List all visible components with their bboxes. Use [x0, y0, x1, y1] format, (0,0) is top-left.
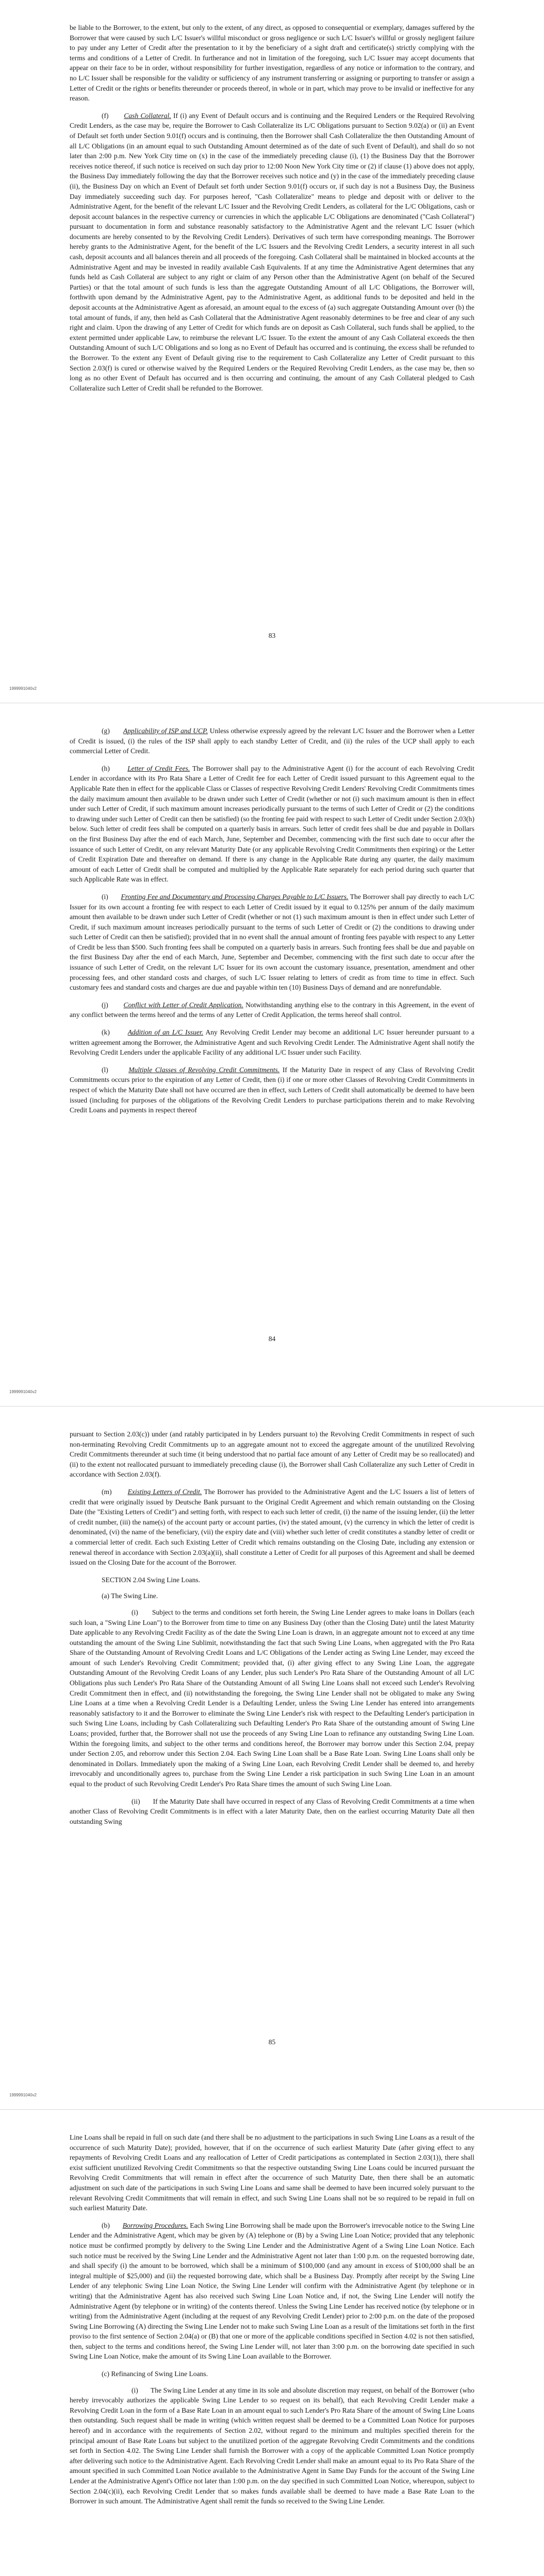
document-id: 1999991040v2 [9, 686, 37, 691]
paragraph-text: Subject to the terms and conditions set forth herein, the Swing Line Lender agrees to make loans in Dollars (each such loan, a "Swing Line Loan") to the Borrower from time to time on any Business Day (other than the Closing Date) until the latest Maturity Date applicable to any Revolving Credit Facility as of the date the Swing Line Loan is drawn, in an aggregate amount not to exceed at any time outstanding the amount of the Swing Line Sublimit, notwithstanding the fact that such Swing Line Loans, when aggregated with the Pro Rata Share of the Outstanding Amount of Revolving Credit Loans and L/C Obligations of the Lender acting as Swing Line Lender, may exceed the amount of such Lender's Revolving Credit Commitment; provided that, (i) after giving effect to any Swing Line Loan, the aggregate Outstanding Amount of the Revolving Credit Loans of any Lender, plus such Lender's Pro Rata Share of the Outstanding Amount of all L/C Obligations plus such Lender's Pro Rata Share of the Outstanding Amount of all Swing Line Loans shall not exceed such Lender's Revolving Credit Commitment then in effect, and (ii) notwithstanding the foregoing, the Swing Line Lender shall not be obligated to make any Swing Line Loans at a time when a Revolving Credit Lender is a Defaulting Lender, unless the Swing Line Lender has entered into arrangements reasonably satisfactory to it and the Borrower to eliminate the Swing Line Lender's risk with respect to the Defaulting Lender's participation in such Swing Line Loans, including by Cash Collateralizing such Defaulting Lender's Pro Rata Share of the outstanding amount of Swing Line Loans; provided, further that, the Borrower shall not use the proceeds of any Swing Line Loan to refinance any outstanding Swing Line Loan. Within the foregoing limits, and subject to the other terms and conditions hereof, the Borrower may borrow under this Section 2.04, prepay under Section 2.05, and reborrow under this Section 2.04. Each Swing Line Loan shall be a Base Rate Loan. Swing Line Loans shall only be denominated in Dollars. Immediately upon the making of a Swing Line Loan, each Revolving Credit Lender shall be deemed to, and hereby irrevocably and unconditionally agrees to, purchase from the Swing Line Lender a risk participation in such Swing Line Loan in an amount equal to the product of such Revolving Credit Lender's Pro Rata Share times the amount of such Swing Line Loan. [70, 1608, 475, 1788]
paragraph [70, 1487, 474, 1568]
document-page-84 [0, 703, 544, 1406]
clause-title: Letter of Credit Fees. [127, 764, 190, 772]
clause-title: Borrowing Procedures. [122, 2221, 188, 2229]
paragraph [70, 892, 474, 993]
paragraph-text: Any Revolving Credit Lender may become an additional L/C Issuer hereunder pursuant to a written agreement among the Borrower, the Administrative Agent and such Revolving Credit Lender. The Administrative Agent shall notify the Revolving Credit Lenders under the applicable Facility of any additional L/C Issuer under such Facility. [70, 1028, 474, 1057]
subsection-heading: (a) The Swing Line. [102, 1592, 158, 1600]
paragraph [70, 111, 474, 394]
document-id: 1999991040v2 [9, 1389, 37, 1394]
paragraph-text: The Swing Line Lender at any time in its sole and absolute discretion may request, on behalf of the Borrower (who hereby irrevocably authorizes the applicable Swing Line Lender to so request on its behalf), that each Revolving Credit Lender make a Revolving Credit Loan in the form of a Base Rate Loan in an amount equal to such Lender's Pro Rata Share of the amount of Swing Line Loans then outstanding. Such request shall be made in writing (which written request shall be deemed to be a Committed Loan Notice for purposes hereof) and in accordance with the requirements of Section 2.02, without regard to the minimum and multiples specified therein for the principal amount of Base Rate Loans but subject to the unutilized portion of the aggregate Revolving Credit Commitments and the conditions set forth in Section 4.02. The Swing Line Lender shall furnish the Borrower with a copy of the applicable Committed Loan Notice promptly after delivering such notice to the Administrative Agent. Each Revolving Credit Lender shall make an amount equal to its Pro Rata Share of the amount specified in such Committed Loan Notice available to the Administrative Agent in Same Day Funds for the account of the Swing Line Lender at the Administrative Agent's Office not later than 1:00 p.m. on the day specified in such Committed Loan Notice, whereupon, subject to Section 2.04(c)(ii), each Revolving Credit Lender that so makes funds available shall be deemed to have made a Base Rate Loan to the Borrower in such amount. The Administrative Agent shall remit the funds so received to the Swing Line Lender. [70, 2386, 474, 2505]
clause-label: (j) [102, 1001, 108, 1009]
clause-label: (ii) [131, 1797, 140, 1805]
page-body [70, 1429, 474, 1826]
paragraph-text: Unless otherwise expressly agreed by the relevant L/C Issuer and the Borrower when a Letter of Credit is issued, (i) the rules of the ISP shall apply to each standby Letter of Credit, and (ii) the rules of the UCP shall apply to each commercial Letter of Credit. [70, 727, 474, 755]
clause-title: Applicability of ISP and UCP. [123, 727, 208, 735]
clause-label: (k) [102, 1028, 110, 1037]
clause-label: (m) [102, 1487, 112, 1496]
paragraph: Line Loans shall be repaid in full on such date (and there shall be no adjustment to the participations in such Swing Line Loans as a result of the occurrence of such Maturity Date); provided, however, that if on the occurrence of such earliest Maturity Date (after giving effect to any repayments of Revolving Credit Loans and any reallocation of Letter of Credit participations as contemplated in Section 2.03(1)), there shall exist sufficient unutilized Revolving Credit Commitments so that the respective outstanding Swing Line Loans could be incurred pursuant the Revolving Credit Commitments that will remain in effect after the occurrence of such Maturity Date, then there shall be an automatic adjustment on such date of the participations in such Swing Line Loans and same shall be deemed to have been incurred solely pursuant to the relevant Revolving Credit Commitments that will remain in effect, and such Swing Line Loans shall not be so required to be repaid in full on such earliest Maturity Date. [70, 2133, 474, 2212]
page-number: 83 [268, 632, 276, 639]
paragraph [70, 1027, 474, 1058]
paragraph [70, 764, 474, 885]
page-body [70, 726, 474, 1115]
paragraph [70, 726, 474, 756]
paragraph [70, 1797, 474, 1827]
clause-label: (b) [102, 2221, 110, 2229]
paragraph-text: Each Swing Line Borrowing shall be made upon the Borrower's irrevocable notice to the Swing Line Lender and the Administrative Agent, which may be given by (A) telephone or (B) by a Swing Line Loan Notice; provided that any telephonic notice must be confirmed promptly by delivery to the Swing Line Lender and the Administrative Agent of a Swing Line Loan Notice. Each such notice must be received by the Swing Line Lender and the Administrative Agent not later than 1:00 p.m. on the requested borrowing date, and shall specify (i) the amount to be borrowed, which shall be a minimum of $100,000 (and any amount in excess of $100,000 shall be an integral multiple of $25,000) and (ii) the requested borrowing date, which shall be a Business Day. Promptly after receipt by the Swing Line Lender of any telephonic Swing Line Loan Notice, the Swing Line Lender will confirm with the Administrative Agent (by telephone or in writing) that the Administrative Agent has also received such Swing Line Loan Notice and, if not, the Swing Line Lender will notify the Administrative Agent (by telephone or in writing) of the contents thereof. Unless the Swing Line Lender has received notice (by telephone or in writing) from the Administrative Agent (including at the request of any Revolving Credit Lender) prior to 2:00 p.m. on the date of the proposed Swing Line Borrowing (A) directing the Swing Line Lender not to make such Swing Line Loan as a result of the limitations set forth in the first proviso to the first sentence of Section 2.04(a) or (B) that one or more of the applicable conditions specified in Section 4.02 is not then satisfied, then, subject to the terms and conditions hereof, the Swing Line Lender will, not later than 3:00 p.m. on the borrowing date specified in such Swing Line Loan Notice, make the amount of its Swing Line Loan available to the Borrower. [70, 2221, 474, 2361]
paragraph-text: The Borrower shall pay to the Administrative Agent (i) for the account of each Revolving Credit Lender in accordance with its Pro Rata Share a Letter of Credit fee for each Letter of Credit issued pursuant to this Agreement equal to the Applicable Rate then in effect for the applicable Class or Classes of respective Revolving Credit Lenders' Revolving Credit Commitments times the daily maximum amount then available to be drawn under such Letter of Credit (whether or not (i) such maximum amount is then in effect under such Letter of Credit, if such maximum amount increases periodically pursuant to the terms of such Letter of Credit or (2) the conditions to drawing under such Letter of Credit can then be satisfied) (so the fronting fee paid with respect to such Letter of Credit under Section 2.03(h) below. Such letter of credit fees shall be computed on a quarterly basis in arrears. Such letter of credit fees shall be due and payable in Dollars on the first Business Day after the end of each March, June, September and December, commencing with the first such date to occur after the issuance of such Letter of Credit, on any relevant Maturity Date (or any applicable Revolving Credit Commitments then expiring) or the Letter of Credit Expiration Date and thereafter on demand. If there is any change in the Applicable Rate during any quarter, the daily maximum amount of each Letter of Credit shall be computed and multiplied by the Applicable Rate separately for each period during such quarter that such Applicable Rate was in effect. [70, 764, 474, 884]
subsection-heading: (c) Refinancing of Swing Line Loans. [102, 2370, 208, 2378]
clause-label: (i) [102, 892, 108, 901]
clause-title: Cash Collateral. [124, 111, 171, 120]
document-page-83 [0, 0, 544, 703]
paragraph [70, 1065, 474, 1115]
paragraph-text: The Borrower shall pay directly to each L/C Issuer for its own account a fronting fee with respect to each Letter of Credit issued by it equal to 0.125% per annum of the daily maximum amount then available to be drawn under such Letter of Credit (whether or not (1) such maximum amount is then in effect under such Letter of Credit, if such maximum amount increases periodically pursuant to the terms of such Letter of Credit or (2) the conditions to drawing under such Letter of Credit can then be satisfied); provided that in no event shall the annual amount of fronting fees payable with respect to any Letter of Credit be less than $500. Such fronting fees shall be computed on a quarterly basis in arrears. Such fronting fees shall be due and payable on the first Business Day after the end of each March, June, September and December, commencing with the first such date to occur after the issuance of such Letter of Credit, on the relevant L/C Issuer for its own account the customary issuance, presentation, amendment and other processing fees, and other standard costs and charges, of such L/C Issuer relating to letters of credit as from time to time in effect. Such customary fees and standard costs and charges are due and payable within ten (10) Business Days of demand and are nonrefundable. [70, 892, 475, 992]
document-id: 1999991040v2 [9, 2093, 37, 2097]
paragraph [70, 2385, 474, 2506]
paragraph-text: If the Maturity Date in respect of any Class of Revolving Credit Commitments occurs prior to the expiration of any Letter of Credit, then (i) if one or more other Classes of Revolving Credit Commitments in respect of which the Maturity Date shall not have occurred are then in effect, such Letters of Credit shall automatically be deemed to have been issued (including for purposes of the obligations of the Revolving Credit Lenders to purchase participations therein and to make Revolving Credit Loans and payments in respect thereof [70, 1065, 474, 1114]
paragraph-text: The Borrower has provided to the Administrative Agent and the L/C Issuers a list of letters of credit that were originally issued by Deutsche Bank pursuant to the Original Credit Agreement and which remain outstanding on the Closing Date (the "Existing Letters of Credit") and setting forth, with respect to each such letter of credit, (i) the name of the issuing lender, (ii) the letter of credit number, (iii) the name(s) of the account party or account parties, (iv) the stated amount, (v) the currency in which the letter of credit is denominated, (vi) the name of the beneficiary, (vii) the expiry date and (viii) whether such letter of credit constitutes a standby letter of credit or a commercial letter of credit. Each such Existing Letter of Credit which remains outstanding on the Closing Date, including any extension or renewal thereof in accordance with Section 2.03(a)(ii), shall constitute a Letter of Credit for all purposes of this Agreement and shall be deemed issued on the Closing Date for the account of the Borrower. [70, 1487, 475, 1567]
clause-label: (f) [102, 111, 109, 120]
paragraph-text: If (i) any Event of Default occurs and is continuing and the Required Lenders or the Required Revolving Credit Lenders, as the case may be, require the Borrower to Cash Collateralize its L/C Obligations pursuant to Section 9.02(a) or (ii) an Event of Default set forth under Section 9.01(f) occurs and is continuing, then the Borrower shall Cash Collateralize the then Outstanding Amount of all L/C Obligations (in an amount equal to such Outstanding Amount determined as of the date of such Event of Default), and shall do so not later than 2:00 p.m. New York City time on (x) in the case of the immediately preceding clause (i), (1) the Business Day that the Borrower receives notice thereof, if such notice is received on such day prior to 12:00 Noon New York City time or (2) if clause (1) above does not apply, the Business Day immediately following the day that the Borrower receives such notice and (y) in the case of the immediately preceding clause (ii), the Business Day on which an Event of Default set forth under Section 9.01(f) occurs or, if such day is not a Business Day, the Business Day immediately succeeding such day. For purposes hereof, "Cash Collateralize" means to pledge and deposit with or deliver to the Administrative Agent, for the benefit of the relevant L/C Issuer and the Revolving Credit Lenders, as collateral for the L/C Obligations, cash or deposit account balances in the respective currency or currencies in which the applicable L/C Obligations are denominated ("Cash Collateral") pursuant to documentation in form and substance reasonably satisfactory to the Administrative Agent and the relevant L/C Issuer (which documents are hereby consented to by the Revolving Credit Lenders). Derivatives of such term have corresponding meanings. The Borrower hereby grants to the Administrative Agent, for the benefit of the L/C Issuers and the Revolving Credit Lenders, a security interest in all such cash, deposit accounts and all balances therein and all proceeds of the foregoing. Cash Collateral shall be maintained in blocked accounts at the Administrative Agent and may be invested in readily available Cash Equivalents. If at any time the Administrative Agent determines that any funds held as Cash Collateral are subject to any right or claim of any Person other than the Administrative Agent (on behalf of the Secured Parties) or that the total amount of such funds is less than the aggregate Outstanding Amount of all L/C Obligations, the Borrower will, forthwith upon demand by the Administrative Agent, pay to the Administrative Agent, as additional funds to be deposited and held in the deposit accounts at the Administrative Agent as aforesaid, an amount equal to the excess of (a) such aggregate Outstanding Amount over (b) the total amount of funds, if any, then held as Cash Collateral that the Administrative Agent reasonably determines to be free and clear of any such right and claim. Upon the drawing of any Letter of Credit for which funds are on deposit as Cash Collateral, such funds shall be applied, to the extent permitted under applicable Law, to reimburse the relevant L/C Issuer. To the extent the amount of any Cash Collateral exceeds the then Outstanding Amount of such L/C Obligations and so long as no Event of Default has occurred and is continuing, the excess shall be refunded to the Borrower. To the extent any Event of Default giving rise to the requirement to Cash Collateralize any Letter of Credit pursuant to this Section 2.03(f) is cured or otherwise waived by the Required Lenders or the Required Revolving Credit Lenders, as the case may be, then so long as no other Event of Default has occurred and is then occurring and continuing, the amount of any Cash Collateral pledged to Cash Collateralize such Letter of Credit shall be refunded to the Borrower. [70, 111, 475, 392]
clause-title: Fronting Fee and Documentary and Processing Charges Payable to L/C Issuers. [121, 892, 349, 901]
clause-label: (i) [131, 1608, 138, 1616]
clause-label: (i) [131, 2386, 138, 2394]
paragraph: be liable to the Borrower, to the extent, but only to the extent, of any direct, as opposed to consequential or exemplary, damages suffered by the Borrower that were caused by such L/C Issuer's willful misconduct or gross negligence or such L/C Issuer's willful or grossly negligent failure to pay under any Letter of Credit after the presentation to it by the beneficiary of a sight draft and certificate(s) strictly complying with the terms and conditions of a Letter of Credit. In furtherance and not in limitation of the foregoing, such L/C Issuer may accept documents that appear on their face to be in order, without responsibility for further investigation, regardless of any notice or information to the contrary, and no L/C Issuer shall be responsible for the validity or sufficiency of any instrument transferring or assigning or purporting to transfer or assign a Letter of Credit or the rights or benefits thereunder or proceeds thereof, in whole or in part, which may prove to be invalid or ineffective for any reason. [70, 24, 474, 103]
clause-label: (l) [102, 1065, 108, 1074]
clause-label: (g) [102, 727, 110, 735]
page-body [70, 2132, 474, 2506]
page-body [70, 23, 474, 393]
section-heading: SECTION 2.04 Swing Line Loans. [102, 1575, 201, 1584]
paragraph [70, 1000, 474, 1020]
document-page-86 [0, 2110, 544, 2576]
paragraph: pursuant to Section 2.03(c)) under (and ratably participated in by Lenders pursuant to) the Revolving Credit Commitments in respect of such non-terminating Revolving Credit Commitments up to an aggregate amount not to exceed the aggregate amount of the unutilized Revolving Credit Commitments thereunder at such time (it being understood that no partial face amount of any Letter of Credit may be so reallocated) and (ii) to the extent not reallocated pursuant to immediately preceding clause (i), the Borrower shall Cash Collateralize any such Letter of Credit in accordance with Section 2.03(f). [70, 1430, 474, 1479]
clause-label: (h) [102, 764, 110, 772]
clause-title: Addition of an L/C Issuer. [127, 1028, 204, 1037]
clause-title: Multiple Classes of Revolving Credit Commitments. [128, 1065, 280, 1074]
document-page-85 [0, 1406, 544, 2110]
clause-title: Existing Letters of Credit. [127, 1487, 202, 1496]
paragraph-text: If the Maturity Date shall have occurred in respect of any Class of Revolving Credit Commitments at a time when another Class of Revolving Credit Commitments is in effect with a later Maturity Date, then on the earliest occurring Maturity Date all then outstanding Swing [70, 1797, 474, 1825]
paragraph-text: Notwithstanding anything else to the contrary in this Agreement, in the event of any conflict between the terms hereof and the terms of any Letter of Credit Application, the terms hereof shall control. [70, 1001, 474, 1019]
paragraph [70, 2221, 474, 2362]
clause-title: Conflict with Letter of Credit Application. [123, 1001, 243, 1009]
page-number: 84 [268, 1335, 276, 1343]
page-number: 85 [268, 2038, 276, 2046]
paragraph [70, 1607, 474, 1789]
